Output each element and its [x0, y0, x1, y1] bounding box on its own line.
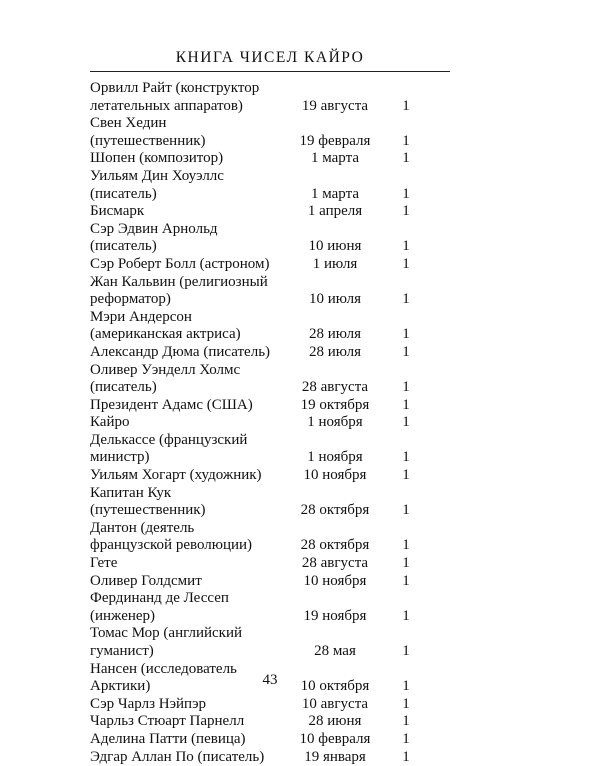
person-name: (писатель) — [90, 185, 157, 202]
list-entry — [90, 590, 420, 625]
list-entry — [90, 344, 420, 362]
list-entry — [90, 274, 420, 309]
birth-date: 19 октября — [300, 396, 370, 413]
birth-date: 19 августа — [301, 97, 369, 114]
entry-line — [90, 203, 420, 221]
list-entry — [90, 309, 420, 344]
birth-date: 1 апреля — [307, 203, 363, 220]
person-name: Шопен (композитор) — [90, 150, 224, 167]
person-name: Мэри Андерсон — [90, 308, 192, 325]
list-entry — [90, 414, 420, 432]
person-name: Кайро — [90, 414, 130, 431]
person-name: (писатель) — [90, 379, 157, 396]
birth-date: 10 ноября — [303, 467, 367, 484]
entry-line — [90, 379, 420, 397]
list-entry — [90, 203, 420, 221]
cairo-number: 1 — [402, 502, 410, 519]
person-name: Гете — [90, 555, 118, 572]
entry-line — [90, 749, 420, 766]
person-name: Капитан Кук — [90, 484, 172, 501]
cairo-number: 1 — [402, 396, 410, 413]
birth-date: 10 февраля — [299, 730, 371, 747]
entry-line — [90, 98, 420, 116]
birth-date: 10 августа — [301, 695, 369, 712]
list-entry — [90, 150, 420, 168]
entry-line — [90, 274, 420, 292]
entry-line — [90, 414, 420, 432]
person-name: Нансен (исследователь — [90, 660, 237, 677]
person-name: Уильям Дин Хоуэллс — [90, 167, 224, 184]
entry-line — [90, 80, 420, 98]
birth-date: 28 мая — [314, 643, 356, 659]
person-name: Бисмарк — [90, 203, 145, 220]
list-entry — [90, 555, 420, 573]
person-name: Делькассе (французский — [90, 431, 248, 448]
entry-line — [90, 168, 420, 186]
entry-line — [90, 625, 420, 643]
person-name: Томас Мор (английский — [90, 625, 243, 642]
list-entry — [90, 731, 420, 749]
cairo-number: 1 — [402, 97, 410, 114]
person-name: Чарльз Стюарт Парнелл — [90, 713, 245, 730]
entry-line — [90, 326, 420, 344]
birth-date: 10 октября — [300, 678, 370, 695]
list-entry — [90, 749, 420, 766]
cairo-number: 1 — [402, 326, 410, 343]
person-name: (писатель) — [90, 238, 157, 255]
birth-date: 19 января — [304, 748, 366, 765]
birth-date: 1 ноября — [307, 449, 363, 466]
list-entry — [90, 221, 420, 256]
entry-line — [90, 713, 420, 731]
list-entry — [90, 625, 420, 660]
cairo-number: 1 — [402, 291, 410, 308]
cairo-number: 1 — [402, 537, 410, 554]
list-entry — [90, 168, 420, 203]
entry-line — [90, 115, 420, 133]
person-name: летательных аппаратов) — [90, 97, 243, 114]
entry-line — [90, 485, 420, 503]
person-name: Оливер Уэнделл Холмс — [90, 361, 241, 378]
entry-line — [90, 731, 420, 749]
person-name: Оливер Голдсмит — [90, 572, 202, 589]
entry-line — [90, 520, 420, 538]
entry-line — [90, 643, 420, 661]
entry-line — [90, 309, 420, 327]
cairo-number: 1 — [402, 607, 410, 624]
cairo-number: 1 — [402, 414, 410, 431]
birth-date: 1 июля — [312, 255, 358, 272]
list-entry — [90, 397, 420, 415]
birth-date: 28 октября — [300, 502, 370, 519]
birth-date: 1 марта — [311, 150, 359, 167]
birth-date: 28 июля — [309, 326, 361, 343]
birth-date: 28 октября — [300, 537, 370, 554]
entry-line — [90, 537, 420, 555]
entry-line — [90, 362, 420, 380]
person-name: Фердинанд де Лессеп — [90, 590, 229, 607]
entry-line — [90, 449, 420, 467]
birth-date: 1 марта — [311, 185, 359, 202]
cairo-number: 1 — [402, 203, 410, 220]
person-name: Свен Хедин — [90, 115, 167, 132]
list-entry — [90, 520, 420, 555]
person-name: (путешественник) — [90, 132, 206, 149]
cairo-number: 1 — [402, 132, 410, 149]
page-number: 43 — [262, 672, 278, 688]
person-name: Аделина Патти (певица) — [90, 730, 246, 747]
birthday-list — [90, 80, 420, 766]
birth-date: 19 февраля — [299, 132, 371, 149]
entry-line — [90, 291, 420, 309]
entry-line — [90, 150, 420, 168]
list-entry — [90, 467, 420, 485]
person-name: (американская актриса) — [90, 326, 241, 343]
birth-date: 28 августа — [301, 555, 369, 572]
birth-date: 28 июля — [309, 343, 361, 360]
entry-line — [90, 467, 420, 485]
entry-line — [90, 696, 420, 714]
cairo-number: 1 — [402, 643, 410, 659]
list-entry — [90, 115, 420, 150]
list-entry — [90, 696, 420, 714]
person-name: Дантон (деятель — [90, 519, 195, 536]
person-name: Президент Адамс (США) — [90, 396, 253, 413]
entry-line — [90, 238, 420, 256]
cairo-number: 1 — [402, 572, 410, 589]
entry-line — [90, 186, 420, 204]
entry-line — [90, 432, 420, 450]
cairo-number: 1 — [402, 678, 410, 695]
entry-line — [90, 608, 420, 626]
cairo-number: 1 — [402, 555, 410, 572]
person-name: реформатор) — [90, 291, 171, 308]
cairo-number: 1 — [402, 730, 410, 747]
list-entry — [90, 432, 420, 467]
birth-date: 19 ноября — [303, 607, 367, 624]
person-name: Арктики) — [90, 678, 151, 695]
entry-line — [90, 397, 420, 415]
person-name: Уильям Хогарт (художник) — [90, 467, 262, 484]
entry-line — [90, 555, 420, 573]
person-name: Сэр Роберт Болл (астроном) — [90, 255, 270, 272]
entry-line — [90, 502, 420, 520]
birth-date: 28 июня — [308, 713, 362, 730]
person-name: министр) — [90, 449, 150, 466]
birth-date: 28 августа — [301, 379, 369, 396]
list-entry — [90, 256, 420, 274]
entry-line — [90, 573, 420, 591]
birth-date: 10 июня — [308, 238, 362, 255]
birth-date: 10 ноября — [303, 572, 367, 589]
header-rule — [90, 71, 450, 72]
running-header: КНИГА ЧИСЕЛ КАЙРО — [175, 49, 365, 66]
person-name: Эдгар Аллан По (писатель) — [90, 748, 265, 765]
cairo-number: 1 — [402, 379, 410, 396]
cairo-number: 1 — [402, 343, 410, 360]
cairo-number: 1 — [402, 150, 410, 167]
cairo-number: 1 — [402, 449, 410, 466]
cairo-number: 1 — [402, 238, 410, 255]
entry-line — [90, 256, 420, 274]
person-name: Орвилл Райт (конструктор — [90, 80, 260, 96]
person-name: гуманист) — [90, 643, 154, 659]
entry-line — [90, 344, 420, 362]
birth-date: 10 июля — [309, 291, 361, 308]
entry-line — [90, 590, 420, 608]
person-name: (инженер) — [90, 607, 156, 624]
cairo-number: 1 — [402, 748, 410, 765]
person-name: Сэр Эдвин Арнольд — [90, 220, 218, 237]
entry-line — [90, 221, 420, 239]
list-entry — [90, 713, 420, 731]
cairo-number: 1 — [402, 713, 410, 730]
list-entry — [90, 362, 420, 397]
list-entry — [90, 80, 420, 115]
list-entry — [90, 485, 420, 520]
person-name: (путешественник) — [90, 502, 206, 519]
list-entry — [90, 573, 420, 591]
person-name: Сэр Чарлз Нэйпэр — [90, 695, 207, 712]
cairo-number: 1 — [402, 695, 410, 712]
person-name: Александр Дюма (писатель) — [90, 343, 271, 360]
entry-line — [90, 133, 420, 151]
birth-date: 1 ноября — [307, 414, 363, 431]
cairo-number: 1 — [402, 185, 410, 202]
cairo-number: 1 — [402, 467, 410, 484]
person-name: Жан Кальвин (религиозный — [90, 273, 268, 290]
cairo-number: 1 — [402, 255, 410, 272]
person-name: французской революции) — [90, 537, 253, 554]
